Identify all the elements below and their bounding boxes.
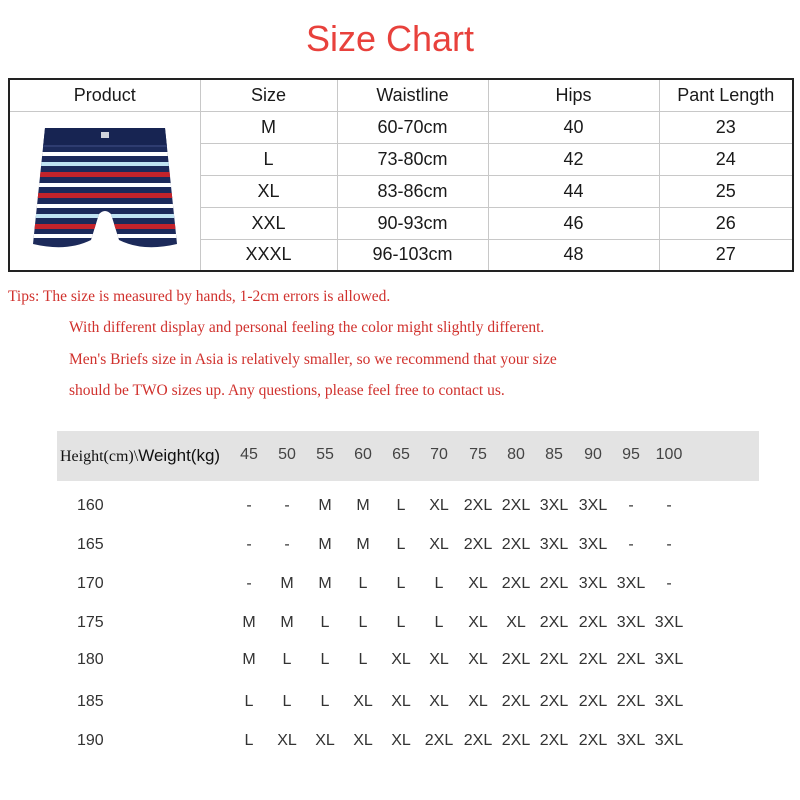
weight-header-cell: 85 [545, 446, 563, 463]
size-recommendation-cell: 2XL [616, 651, 646, 668]
size-recommendation-cell: 2XL [501, 651, 531, 668]
size-recommendation-cell: 3XL [616, 614, 646, 631]
height-cell: 160 [77, 497, 104, 514]
size-recommendation-cell: 2XL [539, 614, 569, 631]
size-table [8, 78, 794, 272]
size-recommendation-cell: L [320, 614, 330, 631]
weight-header-cell: 95 [622, 446, 640, 463]
product-image [25, 118, 185, 258]
size-recommendation-cell: - [246, 497, 252, 514]
size-recommendation-cell: XL [391, 693, 411, 710]
hips-cell: 44 [488, 175, 659, 207]
height-cell: 190 [77, 732, 104, 749]
size-recommendation-cell: L [282, 693, 292, 710]
size-recommendation-cell: 2XL [578, 732, 608, 749]
hips-cell: 40 [488, 111, 659, 143]
size-recommendation-cell: 2XL [501, 732, 531, 749]
weight-header-cell: 70 [430, 446, 448, 463]
weight-chart-axis-label [60, 446, 220, 466]
height-cell: 175 [77, 614, 104, 631]
height-cell: 185 [77, 693, 104, 710]
weight-header-cell: 75 [469, 446, 487, 463]
size-recommendation-cell: XL [277, 732, 297, 749]
waistline-cell: 96-103cm [337, 239, 488, 271]
size-recommendation-cell: - [246, 575, 252, 592]
size-recommendation-cell: 2XL [539, 651, 569, 668]
size-recommendation-cell: XL [468, 575, 488, 592]
size-recommendation-cell: - [666, 497, 672, 514]
pant-length-cell: 25 [659, 175, 793, 207]
size-recommendation-cell: M [318, 536, 332, 553]
size-recommendation-cell: 2XL [501, 693, 531, 710]
height-cell: 170 [77, 575, 104, 592]
weight-header-cell: 90 [584, 446, 602, 463]
size-recommendation-cell: 3XL [654, 732, 684, 749]
pant-length-cell: 24 [659, 143, 793, 175]
header-product: Product [9, 79, 200, 111]
header-waistline: Waistline [337, 79, 488, 111]
size-cell: XXXL [200, 239, 337, 271]
size-recommendation-cell: 2XL [463, 732, 493, 749]
waistline-cell: 73-80cm [337, 143, 488, 175]
size-recommendation-cell: L [244, 732, 254, 749]
weight-header-cell: 100 [655, 446, 683, 463]
size-recommendation-cell: M [242, 651, 256, 668]
size-recommendation-cell: 3XL [578, 497, 608, 514]
size-cell: XXL [200, 207, 337, 239]
size-recommendation-cell: 3XL [654, 651, 684, 668]
header-pant-length: Pant Length [659, 79, 793, 111]
size-recommendation-cell: L [320, 693, 330, 710]
size-recommendation-cell: XL [429, 651, 449, 668]
size-recommendation-cell: 3XL [654, 693, 684, 710]
size-recommendation-cell: XL [506, 614, 526, 631]
size-recommendation-cell: - [666, 575, 672, 592]
size-recommendation-cell: 2XL [463, 536, 493, 553]
weight-header-cell: 55 [316, 446, 334, 463]
size-recommendation-cell: 2XL [616, 693, 646, 710]
size-recommendation-cell: L [320, 651, 330, 668]
size-recommendation-cell: L [434, 614, 444, 631]
size-recommendation-cell: 2XL [501, 536, 531, 553]
weight-header-cell: 45 [240, 446, 258, 463]
tip-line: should be TWO sizes up. Any questions, please feel free to contact us. [69, 382, 505, 399]
height-axis-label: Height(cm)\ [60, 448, 139, 465]
size-recommendation-cell: 3XL [616, 732, 646, 749]
pant-length-cell: 26 [659, 207, 793, 239]
waistline-cell: 60-70cm [337, 111, 488, 143]
hips-cell: 42 [488, 143, 659, 175]
header-hips: Hips [488, 79, 659, 111]
weight-header-cell: 60 [354, 446, 372, 463]
height-cell: 165 [77, 536, 104, 553]
size-recommendation-cell: XL [468, 693, 488, 710]
weight-header-cell: 50 [278, 446, 296, 463]
size-recommendation-cell: L [396, 575, 406, 592]
size-recommendation-cell: 3XL [578, 536, 608, 553]
size-recommendation-cell: - [284, 497, 290, 514]
size-recommendation-cell: - [628, 497, 634, 514]
size-recommendation-cell: - [284, 536, 290, 553]
size-cell: L [200, 143, 337, 175]
waistline-cell: 83-86cm [337, 175, 488, 207]
weight-axis-label: Weight(kg) [138, 446, 221, 465]
hips-cell: 48 [488, 239, 659, 271]
size-recommendation-cell: XL [353, 693, 373, 710]
size-recommendation-cell: L [396, 614, 406, 631]
size-recommendation-cell: 3XL [539, 497, 569, 514]
size-recommendation-cell: XL [468, 651, 488, 668]
weight-header-cell: 65 [392, 446, 410, 463]
size-recommendation-cell: XL [429, 693, 449, 710]
size-table-header [9, 79, 793, 111]
size-recommendation-cell: 2XL [578, 614, 608, 631]
size-cell: XL [200, 175, 337, 207]
height-cell: 180 [77, 651, 104, 668]
size-recommendation-cell: 3XL [616, 575, 646, 592]
size-recommendation-cell: L [358, 651, 368, 668]
size-recommendation-cell: XL [468, 614, 488, 631]
size-recommendation-cell: XL [391, 732, 411, 749]
size-recommendation-cell: L [358, 575, 368, 592]
size-recommendation-cell: - [666, 536, 672, 553]
size-recommendation-cell: 2XL [463, 497, 493, 514]
size-recommendation-cell: L [434, 575, 444, 592]
size-recommendation-cell: M [242, 614, 256, 631]
size-recommendation-cell: M [318, 575, 332, 592]
size-recommendation-cell: L [358, 614, 368, 631]
header-size: Size [200, 79, 337, 111]
pant-length-cell: 23 [659, 111, 793, 143]
page-title: Size Chart [305, 18, 475, 59]
size-recommendation-cell: - [246, 536, 252, 553]
size-recommendation-cell: M [280, 575, 294, 592]
size-recommendation-cell: XL [353, 732, 373, 749]
size-recommendation-cell: 2XL [539, 732, 569, 749]
size-recommendation-cell: 2XL [539, 693, 569, 710]
size-recommendation-cell: 2XL [539, 575, 569, 592]
size-recommendation-cell: L [282, 651, 292, 668]
tip-line: Men's Briefs size in Asia is relatively smaller, so we recommend that your size [69, 351, 557, 368]
size-recommendation-cell: L [244, 693, 254, 710]
size-recommendation-cell: 2XL [424, 732, 454, 749]
size-recommendation-cell: 2XL [578, 693, 608, 710]
size-recommendation-cell: 3XL [578, 575, 608, 592]
size-recommendation-cell: XL [315, 732, 335, 749]
size-recommendation-cell: M [356, 497, 370, 514]
size-recommendation-cell: 3XL [539, 536, 569, 553]
size-recommendation-cell: L [396, 497, 406, 514]
size-recommendation-cell: 2XL [501, 497, 531, 514]
size-recommendation-cell: L [396, 536, 406, 553]
size-recommendation-cell: M [280, 614, 294, 631]
size-recommendation-cell: M [356, 536, 370, 553]
waistline-cell: 90-93cm [337, 207, 488, 239]
size-recommendation-cell: XL [391, 651, 411, 668]
size-recommendation-cell: M [318, 497, 332, 514]
size-recommendation-cell: XL [429, 536, 449, 553]
tip-line: With different display and personal feeling the color might slightly different. [69, 319, 545, 336]
size-recommendation-cell: - [628, 536, 634, 553]
size-recommendation-cell: 2XL [501, 575, 531, 592]
weight-header-cell: 80 [507, 446, 525, 463]
size-recommendation-cell: XL [429, 497, 449, 514]
table-row [9, 111, 793, 143]
tip-line: Tips: The size is measured by hands, 1-2cm errors is allowed. [8, 288, 391, 305]
size-recommendation-cell: 2XL [578, 651, 608, 668]
size-recommendation-cell: 3XL [654, 614, 684, 631]
pant-length-cell: 27 [659, 239, 793, 271]
size-cell: M [200, 111, 337, 143]
hips-cell: 46 [488, 207, 659, 239]
product-image-cell [9, 111, 200, 271]
